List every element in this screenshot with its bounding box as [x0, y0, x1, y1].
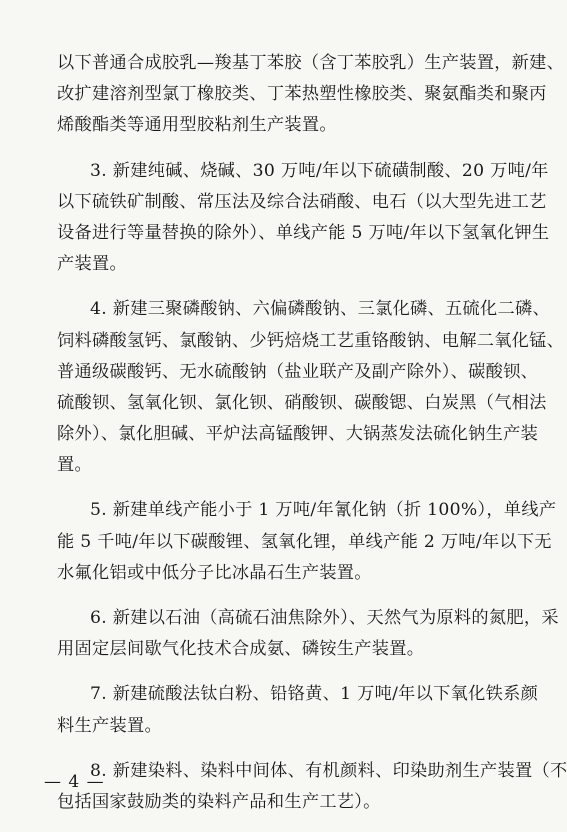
paragraph-item-4 — [57, 294, 565, 481]
text-line: 7. 新建硫酸法钛白粉、铅铬黄、1 万吨/年以下氧化铁系颜 — [90, 684, 539, 705]
text-line: 能 5 千吨/年以下碳酸锂、氢氧化锂，单线产能 2 万吨/年以下无 — [57, 531, 552, 552]
text-line: 置。 — [57, 455, 92, 476]
text-line: 饲料磷酸氢钙、氯酸钠、少钙焙烧工艺重铬酸钠、电解二氧化锰、 — [57, 330, 565, 351]
text-line: 包括国家鼓励类的染料产品和生产工艺）。 — [57, 791, 381, 812]
text-line: 4. 新建三聚磷酸钠、六偏磷酸钠、三氯化磷、五硫化二磷、 — [90, 299, 550, 320]
text-line: 以下普通合成胶乳—羧基丁苯胶（含丁苯胶乳）生产装置，新建、 — [57, 53, 565, 73]
text-line: 硫酸钡、氢氧化钡、氯化钡、硝酸钡、碳酸锶、白炭黑（气相法 — [57, 392, 547, 413]
text-line: 3. 新建纯碱、烧碱、30 万吨/年以下硫磺制酸、20 万吨/年 — [90, 160, 549, 181]
text-line: 6. 新建以石油（高硫石油焦除外）、天然气为原料的氮肥，采 — [90, 608, 559, 628]
text-line: 8. 新建染料、染料中间体、有机颜料、印染助剂生产装置（不 — [90, 760, 567, 781]
text-line: 烯酸酯类等通用型胶粘剂生产装置。 — [57, 115, 337, 136]
paragraph-item-6 — [57, 603, 559, 665]
text-line: 产装置。 — [57, 254, 127, 275]
page-number: — 4 — — [44, 772, 105, 792]
text-line: 用固定层间歇气化技术合成氨、磷铵生产装置。 — [57, 639, 425, 660]
text-line: 以下硫铁矿制酸、常压法及综合法硝酸、电石（以大型先进工艺 — [57, 191, 547, 212]
text-line: 料生产装置。 — [57, 715, 162, 736]
paragraph-item-8 — [57, 756, 567, 818]
text-line: 设备进行等量替换的除外）、单线产能 5 万吨/年以下氢氧化钾生 — [57, 222, 550, 243]
text-line: 除外）、氯化胆碱、平炉法高锰酸钾、大锅蒸发法硫化钠生产装 — [57, 424, 539, 445]
paragraph-item-3 — [57, 156, 550, 281]
text-line: 水氟化铝或中低分子比冰晶石生产装置。 — [57, 562, 372, 583]
text-line: 5. 新建单线产能小于 1 万吨/年氰化钠（折 100%），单线产 — [90, 500, 557, 521]
paragraph-continuation — [57, 48, 565, 142]
body-text — [57, 48, 567, 832]
paragraph-item-5 — [57, 495, 557, 589]
paragraph-item-7 — [57, 679, 539, 741]
text-line: 普通级碳酸钙、无水硫酸钠（盐业联产及副产除外）、碳酸钡、 — [57, 361, 539, 382]
text-line: 改扩建溶剂型氯丁橡胶类、丁苯热塑性橡胶类、聚氨酯类和聚丙 — [57, 84, 547, 105]
